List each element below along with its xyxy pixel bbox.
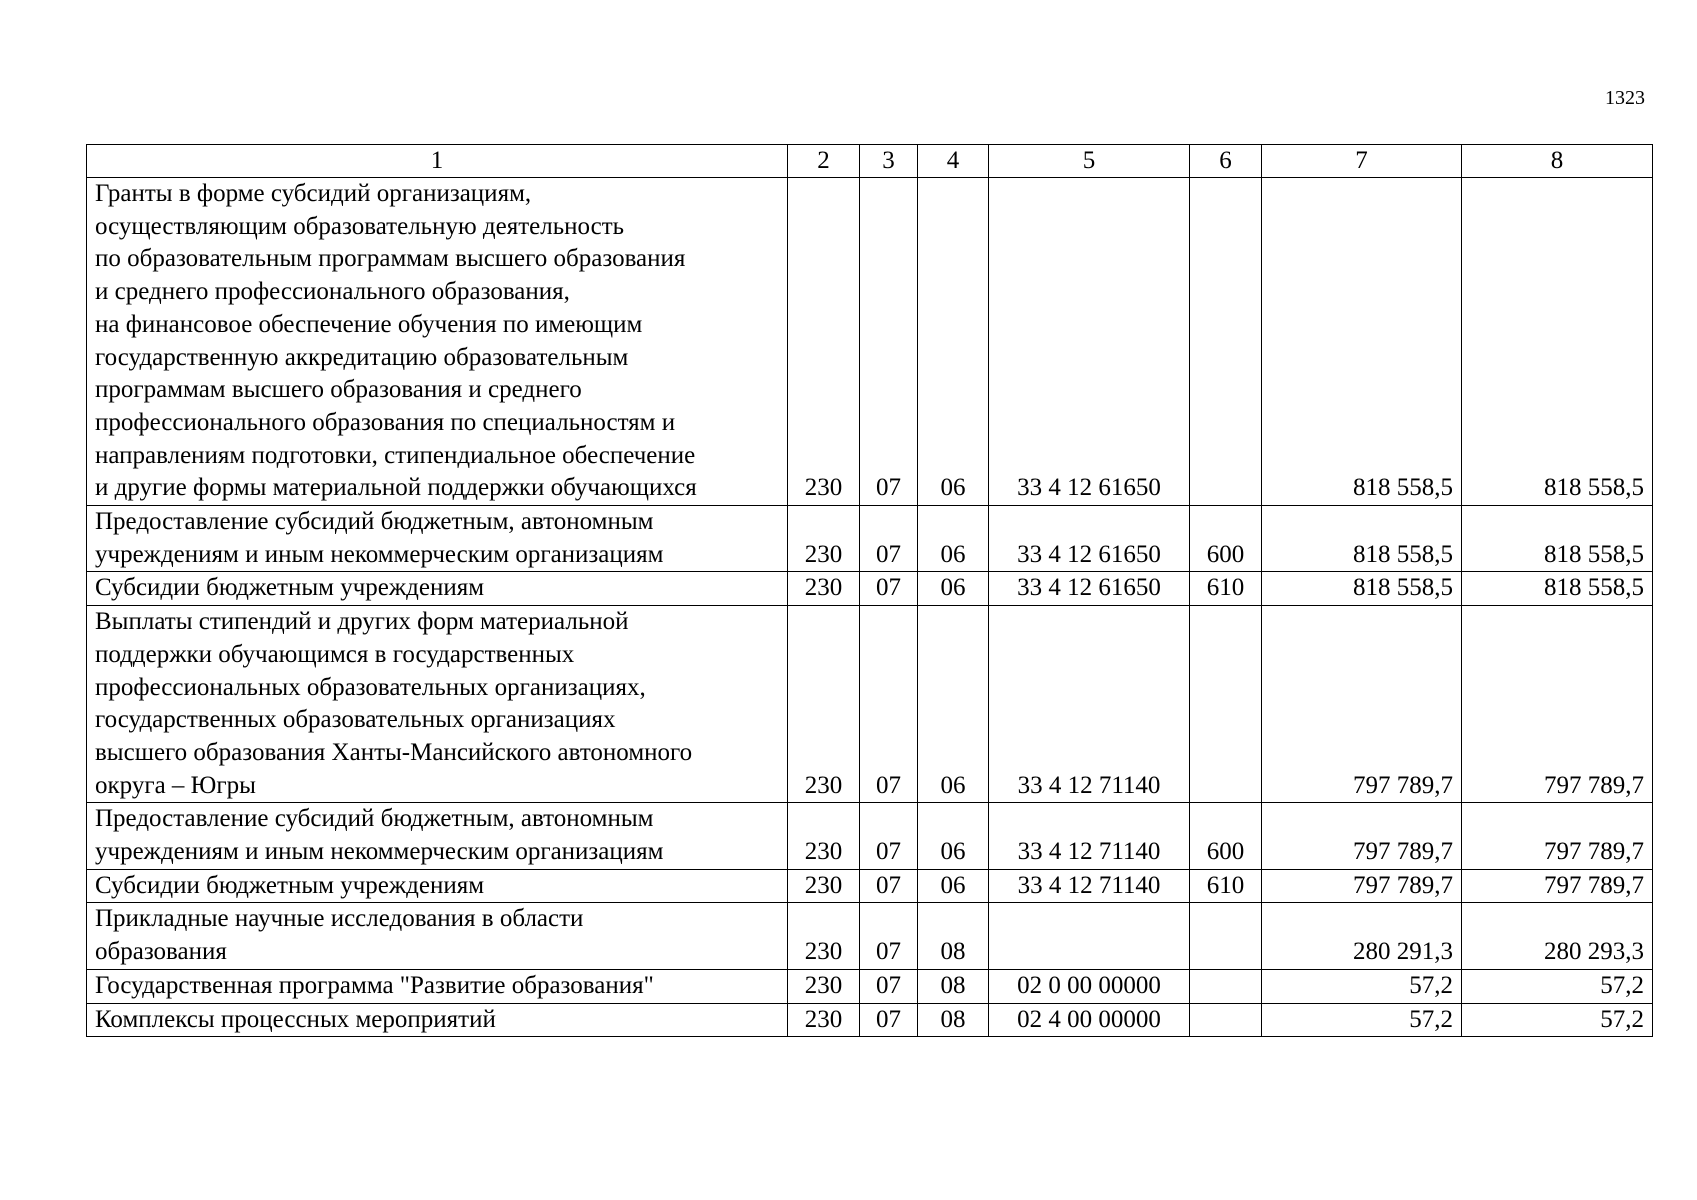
row-name-line: на финансовое обеспечение обучения по имеющим <box>95 310 643 338</box>
row-name-line: Выплаты стипендий и других форм материальной <box>95 608 629 636</box>
section-cell: 07 <box>860 506 918 572</box>
amount-year1-cell: 797 789,7 <box>1262 803 1462 869</box>
section-cell: 07 <box>860 969 918 1003</box>
table-row <box>87 506 1653 572</box>
subsection-cell: 06 <box>918 606 989 803</box>
amount-year1-cell: 797 789,7 <box>1262 606 1462 803</box>
amount-year1-cell: 280 291,3 <box>1262 903 1462 969</box>
section-cell: 07 <box>860 606 918 803</box>
target-article-cell <box>989 903 1190 969</box>
subsection-cell: 06 <box>918 178 989 506</box>
expense-type-cell <box>1190 969 1262 1003</box>
budget-table <box>86 144 1653 1037</box>
amount-year2-cell: 818 558,5 <box>1462 506 1653 572</box>
target-article-cell: 33 4 12 61650 <box>989 506 1190 572</box>
expense-type-cell <box>1190 903 1262 969</box>
column-header: 8 <box>1462 145 1653 178</box>
target-article-cell: 33 4 12 61650 <box>989 178 1190 506</box>
column-header: 6 <box>1190 145 1262 178</box>
row-name-line: государственную аккредитацию образовательным <box>95 343 629 371</box>
amount-year2-cell: 797 789,7 <box>1462 803 1653 869</box>
row-name-cell <box>87 869 788 903</box>
amount-year2-cell: 797 789,7 <box>1462 869 1653 903</box>
subsection-cell: 06 <box>918 572 989 606</box>
row-name-cell <box>87 606 788 803</box>
table-row <box>87 606 1653 803</box>
row-name-cell <box>87 178 788 506</box>
expense-type-cell: 610 <box>1190 869 1262 903</box>
admin-code-cell: 230 <box>788 803 860 869</box>
subsection-cell: 08 <box>918 903 989 969</box>
amount-year1-cell: 57,2 <box>1262 1003 1462 1037</box>
table-row <box>87 903 1653 969</box>
row-name-line: осуществляющим образовательную деятельность <box>95 212 625 240</box>
row-name-line: по образовательным программам высшего образования <box>95 245 686 273</box>
target-article-cell: 33 4 12 61650 <box>989 572 1190 606</box>
row-name-line: направлениям подготовки, стипендиальное обеспечение <box>95 441 696 469</box>
section-cell: 07 <box>860 572 918 606</box>
section-cell: 07 <box>860 803 918 869</box>
subsection-cell: 06 <box>918 803 989 869</box>
row-name-line: Гранты в форме субсидий организациям, <box>95 180 532 207</box>
amount-year2-cell: 57,2 <box>1462 1003 1653 1037</box>
row-name-line: и другие формы материальной поддержки обучающихся <box>95 474 697 502</box>
row-name-line: Предоставление субсидий бюджетным, автономным <box>95 805 654 833</box>
column-header: 4 <box>918 145 989 178</box>
admin-code-cell: 230 <box>788 178 860 506</box>
target-article-cell: 33 4 12 71140 <box>989 606 1190 803</box>
amount-year1-cell: 818 558,5 <box>1262 178 1462 506</box>
row-name-line: Прикладные научные исследования в области <box>95 905 584 933</box>
amount-year1-cell: 797 789,7 <box>1262 869 1462 903</box>
column-header: 3 <box>860 145 918 178</box>
row-name-cell <box>87 506 788 572</box>
table-row <box>87 803 1653 869</box>
admin-code-cell: 230 <box>788 903 860 969</box>
row-name-line: высшего образования Ханты-Мансийского автономного <box>95 738 693 766</box>
target-article-cell: 33 4 12 71140 <box>989 869 1190 903</box>
column-header: 1 <box>87 145 788 178</box>
row-name-line: Субсидии бюджетным учреждениям <box>95 871 485 899</box>
admin-code-cell: 230 <box>788 506 860 572</box>
row-name-line: Комплексы процессных мероприятий <box>95 1005 496 1033</box>
table-row <box>87 178 1653 506</box>
row-name-cell <box>87 572 788 606</box>
row-name-line: профессиональных образовательных организациях, <box>95 673 646 701</box>
admin-code-cell: 230 <box>788 606 860 803</box>
page-number: 1323 <box>1605 87 1645 109</box>
row-name-line: округа – Югры <box>95 771 256 799</box>
amount-year2-cell: 797 789,7 <box>1462 606 1653 803</box>
subsection-cell: 06 <box>918 506 989 572</box>
amount-year2-cell: 818 558,5 <box>1462 178 1653 506</box>
expense-type-cell <box>1190 1003 1262 1037</box>
section-cell: 07 <box>860 903 918 969</box>
row-name-line: поддержки обучающимся в государственных <box>95 640 575 668</box>
expense-type-cell <box>1190 178 1262 506</box>
table-row <box>87 572 1653 606</box>
subsection-cell: 08 <box>918 1003 989 1037</box>
section-cell: 07 <box>860 1003 918 1037</box>
admin-code-cell: 230 <box>788 969 860 1003</box>
amount-year2-cell: 57,2 <box>1462 969 1653 1003</box>
expense-type-cell: 600 <box>1190 506 1262 572</box>
table-row <box>87 1003 1653 1037</box>
target-article-cell: 02 4 00 00000 <box>989 1003 1190 1037</box>
target-article-cell: 02 0 00 00000 <box>989 969 1190 1003</box>
row-name-line: Субсидии бюджетным учреждениям <box>95 574 485 602</box>
amount-year2-cell: 280 293,3 <box>1462 903 1653 969</box>
row-name-cell <box>87 803 788 869</box>
table-row <box>87 869 1653 903</box>
amount-year2-cell: 818 558,5 <box>1462 572 1653 606</box>
subsection-cell: 06 <box>918 869 989 903</box>
table-body <box>87 178 1653 1037</box>
admin-code-cell: 230 <box>788 1003 860 1037</box>
row-name-line: и среднего профессионального образования, <box>95 278 570 306</box>
row-name-cell <box>87 969 788 1003</box>
row-name-line: государственных образовательных организациях <box>95 706 616 734</box>
row-name-line: учреждениям и иным некоммерческим организациям <box>95 540 664 568</box>
column-header: 7 <box>1262 145 1462 178</box>
row-name-line: программам высшего образования и среднего <box>95 376 582 404</box>
section-cell: 07 <box>860 869 918 903</box>
target-article-cell: 33 4 12 71140 <box>989 803 1190 869</box>
row-name-line: образования <box>95 938 227 966</box>
row-name-cell <box>87 903 788 969</box>
table-row <box>87 969 1653 1003</box>
expense-type-cell: 610 <box>1190 572 1262 606</box>
column-header: 2 <box>788 145 860 178</box>
header-row <box>87 145 1653 178</box>
row-name-line: учреждениям и иным некоммерческим организациям <box>95 838 664 866</box>
row-name-line: Государственная программа "Развитие образования" <box>95 971 654 999</box>
subsection-cell: 08 <box>918 969 989 1003</box>
admin-code-cell: 230 <box>788 572 860 606</box>
section-cell: 07 <box>860 178 918 506</box>
row-name-line: Предоставление субсидий бюджетным, автономным <box>95 508 654 536</box>
expense-type-cell: 600 <box>1190 803 1262 869</box>
amount-year1-cell: 57,2 <box>1262 969 1462 1003</box>
amount-year1-cell: 818 558,5 <box>1262 572 1462 606</box>
expense-type-cell <box>1190 606 1262 803</box>
column-header: 5 <box>989 145 1190 178</box>
row-name-cell <box>87 1003 788 1037</box>
amount-year1-cell: 818 558,5 <box>1262 506 1462 572</box>
row-name-line: профессионального образования по специальностям и <box>95 408 676 436</box>
admin-code-cell: 230 <box>788 869 860 903</box>
